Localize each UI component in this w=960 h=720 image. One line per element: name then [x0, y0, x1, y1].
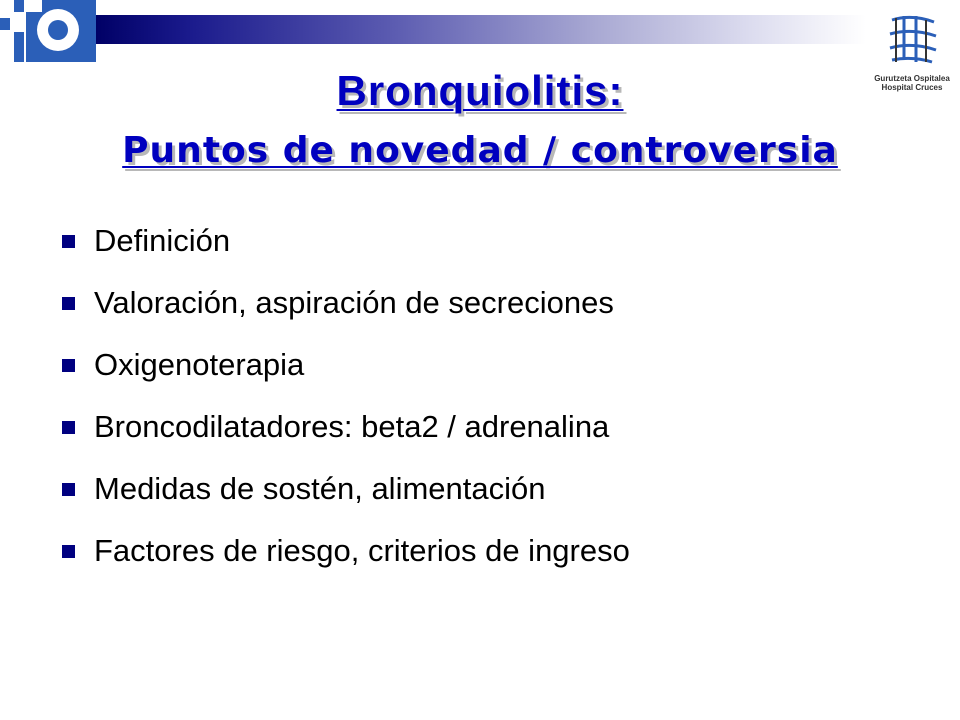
bullet-square-icon: [62, 297, 75, 310]
list-item: [62, 342, 630, 404]
bullet-text: Oxigenoterapia: [94, 347, 305, 382]
bullet-text: Valoración, aspiración de secreciones: [94, 285, 614, 320]
list-item: [62, 280, 630, 342]
logo-name-line2: Hospital Cruces: [881, 83, 943, 92]
hospital-building-icon: [882, 10, 942, 66]
bullet-text: Definición: [94, 223, 231, 258]
bullet-square-icon: [62, 235, 75, 248]
bullet-text: Factores de riesgo, criterios de ingreso: [94, 533, 630, 568]
title-line1: Bronquiolitis:: [336, 67, 624, 114]
bullet-square-icon: [62, 545, 75, 558]
title-line2: Puntos de novedad / controversia: [122, 130, 838, 171]
list-item: [62, 466, 630, 528]
bullet-square-icon: [62, 421, 75, 434]
header-gradient-bar: [96, 15, 866, 44]
list-item: [62, 218, 630, 280]
bullet-list: [62, 218, 630, 590]
bullet-text: Broncodilatadores: beta2 / adrenalina: [94, 409, 610, 444]
corner-logo-mark: [0, 0, 96, 62]
slide-title: [0, 60, 960, 180]
logo-name-line1: Gurutzeta Ospitalea: [874, 74, 950, 83]
bullet-text: Medidas de sostén, alimentación: [94, 471, 546, 506]
list-item: [62, 404, 630, 466]
list-item: [62, 528, 630, 590]
bullet-square-icon: [62, 359, 75, 372]
bullet-square-icon: [62, 483, 75, 496]
